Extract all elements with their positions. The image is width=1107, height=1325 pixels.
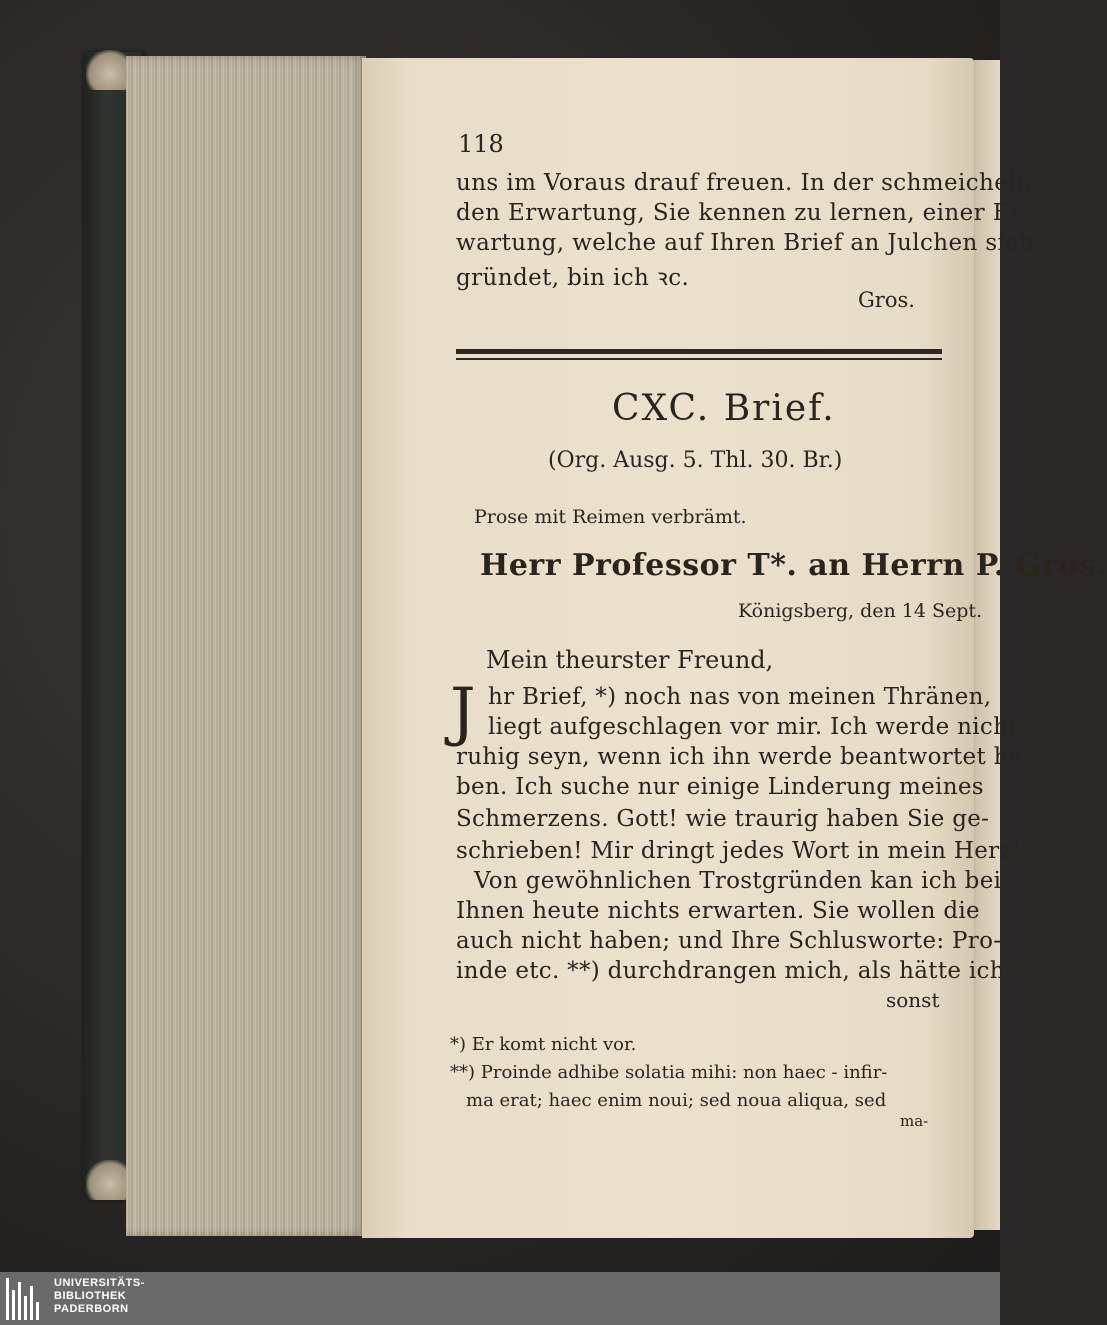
- page-number: 118: [458, 130, 504, 158]
- footnote: **) Proinde adhibe solatia mihi: non haec - infir-: [450, 1062, 888, 1083]
- closing-signature: Gros.: [858, 288, 915, 312]
- institution-name-line: UNIVERSITÄTS-: [54, 1277, 145, 1289]
- institution-name-line: PADERBORN: [54, 1303, 129, 1315]
- paragraph-line: ruhig seyn, wenn ich ihn werde beantwortet ha-: [456, 744, 1031, 770]
- paragraph-line: liegt aufgeschlagen vor mir. Ich werde nicht: [488, 714, 1018, 740]
- footnote-continuation: ma erat; haec enim noui; sed noua aliqua, sed: [466, 1090, 887, 1111]
- worn-cover-corner: [86, 1160, 126, 1200]
- catchword: sonst: [886, 988, 940, 1012]
- letter-place-date: Königsberg, den 14 Sept.: [738, 600, 983, 622]
- body-line: wartung, welche auf Ihren Brief an Julchen sich: [456, 230, 1034, 256]
- body-line: gründet, bin ich ꝛc.: [456, 265, 690, 291]
- section-divider: [456, 358, 942, 360]
- letter-addressee: Herr Professor T*. an Herrn P. Gros.: [480, 548, 1107, 583]
- worn-cover-corner: [86, 50, 126, 90]
- letter-title: CXC. Brief.: [612, 388, 836, 429]
- drop-cap: J: [450, 675, 476, 749]
- paragraph-line: inde etc. **) durchdrangen mich, als hätte ich: [456, 958, 1005, 984]
- letter-source: (Org. Ausg. 5. Thl. 30. Br.): [548, 448, 843, 473]
- footnote: *) Er komt nicht vor.: [450, 1034, 637, 1055]
- paragraph-line: auch nicht haben; und Ihre Schlusworte: Pro-: [456, 928, 1002, 954]
- library-footer: [0, 1272, 1000, 1325]
- letter-salutation: Mein theurster Freund,: [486, 646, 774, 674]
- paragraph-line: schrieben! Mir dringt jedes Wort in mein Herz!: [456, 838, 1022, 864]
- letter-subtitle: Prose mit Reimen verbrämt.: [474, 506, 747, 528]
- paragraph-line: hr Brief, *) noch nas von meinen Thränen,: [488, 684, 992, 710]
- paragraph-line: Von gewöhnlichen Trostgründen kan ich bei: [474, 868, 1002, 894]
- institution-name-line: BIBLIOTHEK: [54, 1290, 127, 1302]
- paragraph-line: Ihnen heute nichts erwarten. Sie wollen die: [456, 898, 980, 924]
- footnote-catchword: ma-: [900, 1112, 929, 1130]
- body-line: uns im Voraus drauf freuen. In der schmeicheln-: [456, 170, 1040, 196]
- page-edges: [126, 56, 366, 1236]
- paragraph-line: Schmerzens. Gott! wie traurig haben Sie ge-: [456, 806, 990, 832]
- body-line: den Erwartung, Sie kennen zu lernen, einer Er-: [456, 200, 1030, 226]
- section-divider: [456, 349, 942, 354]
- library-bars-logo-icon: [6, 1278, 46, 1320]
- paragraph-line: ben. Ich suche nur einige Linderung meines: [456, 774, 984, 800]
